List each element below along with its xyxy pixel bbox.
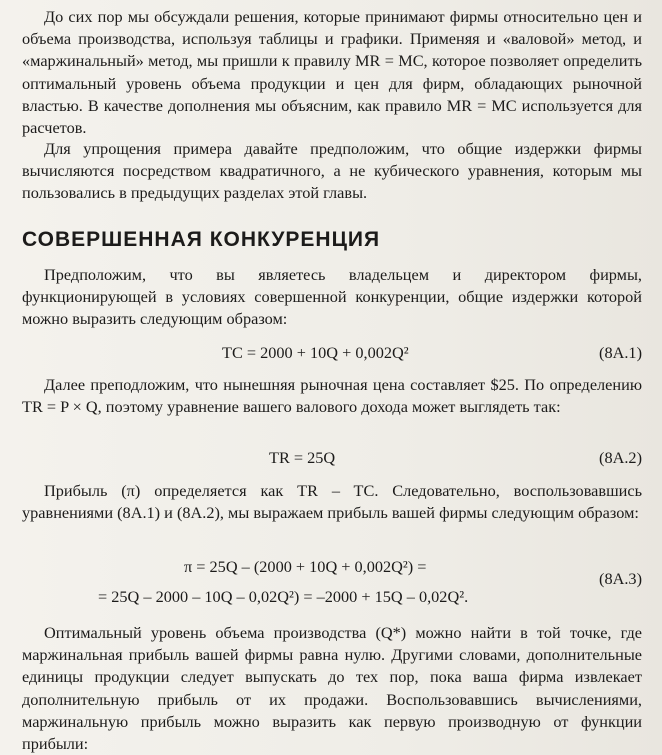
equation-8a1-formula: TC = 2000 + 10Q + 0,002Q² (222, 343, 409, 362)
equation-8a1 (22, 341, 642, 365)
equation-8a2-number: (8А.2) (599, 448, 642, 467)
equation-8a2 (22, 446, 642, 470)
equation-8a3-line2 (22, 585, 642, 609)
paragraph-profit: Прибыль (π) определяется как TR – TC. Следовательно, воспользовавшись уравнениями (8А.1) и (8А.2), мы выражаем прибыль вашей фирмы следующим образом: (22, 481, 642, 523)
paragraph-optimal-output: Оптимальный уровень объема производства (Q*) можно найти в той точке, где маржинальная прибыль вашей фирмы равна нулю. Другими словами, дополнительные единицы продукции следует выпускать до тех пор, пока ваша фирма извлекает дополнительную прибыль от их продажи. Воспользовавшись вычислениями, маржинальную прибыль можно выразить как первую производную от функции прибыли: (22, 623, 642, 754)
equation-8a2-formula: TR = 25Q (269, 448, 336, 467)
paragraph-simplification: Для упрощения примера давайте предположим, что общие издержки фирмы вычисляются посредством квадратичного, а не кубического уравнения, которым мы пользовались в предыдущих разделах этой главы. (22, 139, 642, 203)
section-heading: СОВЕРШЕННАЯ КОНКУРЕНЦИЯ (22, 228, 381, 251)
equation-8a1-number: (8А.1) (599, 343, 642, 362)
paragraph-perfect-competition: Предположим, что вы являетесь владельцем и директором фирмы, функционирующей в условиях совершенной конкуренции, общие издержки которой можно выразить следующим образом: (22, 265, 642, 329)
equation-8a3-line1-formula: π = 25Q – (2000 + 10Q + 0,002Q²) = (184, 557, 427, 576)
equation-8a3-line2-formula: = 25Q – 2000 – 10Q – 0,02Q²) = –2000 + 15Q – 0,02Q². (98, 587, 469, 606)
paragraph-market-price: Далее преподложим, что нынешняя рыночная цена составляет $25. По определению TR = P × Q, поэтому уравнение вашего валового дохода может выглядеть так: (22, 375, 642, 417)
equation-8a3-number: (8А.3) (599, 569, 642, 588)
paragraph-intro: До сих пор мы обсуждали решения, которые принимают фирмы относительно цен и объема производства, используя таблицы и графики. Применяя и «валовой» метод, и «маржинальный» метод, мы пришли к правилу MR = MC, которое позволяет определить оптимальный уровень объема продукции и цен для фирм, обладающих рыночной властью. В качестве дополнения мы объясним, как правило MR = MC используется для расчетов. (22, 7, 642, 138)
